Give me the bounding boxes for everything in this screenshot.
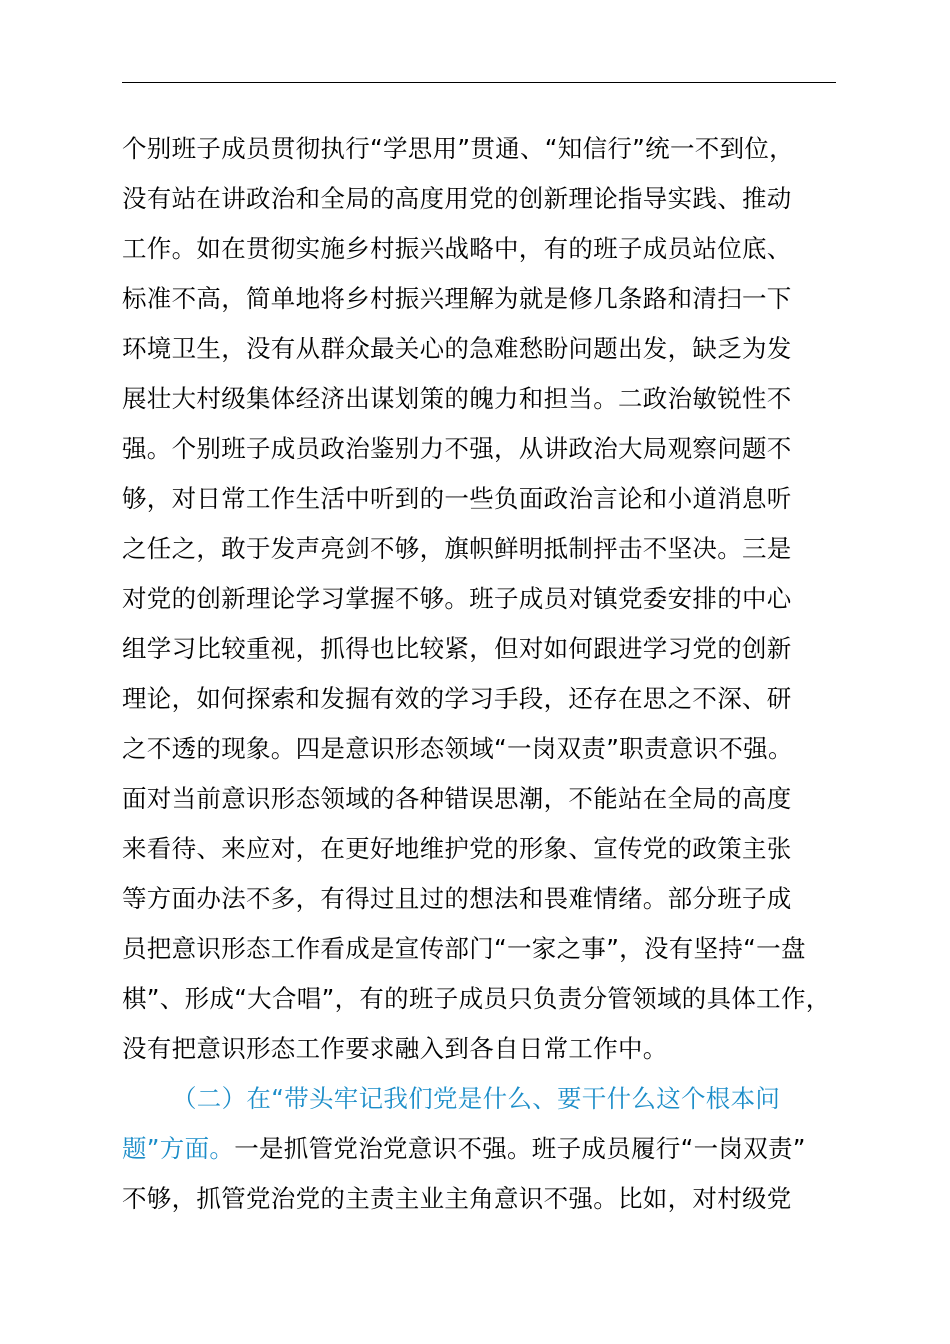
body-line-6: 展壮大村级集体经济出谋划策的魄力和担当。二政治敏锐性不 <box>122 384 792 413</box>
body-line-1: 个别班子成员贯彻执行“学思用”贯通、“知信行”统一不到位， <box>122 134 794 163</box>
body-line-19: 没有把意识形态工作要求融入到各自日常工作中。 <box>122 1034 668 1063</box>
body-line-4: 标准不高，简单地将乡村振兴理解为就是修几条路和清扫一下 <box>122 284 792 313</box>
section-2-heading-end: 题”方面。 <box>122 1134 235 1163</box>
body-line-12: 理论，如何探索和发掘有效的学习手段，还存在思之不深、研 <box>122 684 792 713</box>
section-2-heading: （二）在“带头牢记我们党是什么、要干什么这个根本问 <box>172 1084 781 1113</box>
body-line-14: 面对当前意识形态领域的各种错误思潮，不能站在全局的高度 <box>122 784 792 813</box>
body-line-18: 棋”、形成“大合唱”，有的班子成员只负责分管领域的具体工作， <box>122 984 831 1013</box>
section-2-line-2 <box>122 1124 862 1174</box>
body-line-3: 工作。如在贯彻实施乡村振兴战略中，有的班子成员站位底、 <box>122 234 792 263</box>
body-line-8: 够，对日常工作生活中听到的一些负面政治言论和小道消息听 <box>122 484 792 513</box>
body-line-2: 没有站在讲政治和全局的高度用党的创新理论指导实践、推动 <box>122 184 792 213</box>
body-line-11: 组学习比较重视，抓得也比较紧，但对如何跟进学习党的创新 <box>122 634 792 663</box>
body-line-7: 强。个别班子成员政治鉴别力不强，从讲政治大局观察问题不 <box>122 434 792 463</box>
body-line-9: 之任之，敢于发声亮剑不够，旗帜鲜明抵制抨击不坚决。三是 <box>122 534 792 563</box>
document-body <box>122 124 862 1224</box>
body-line-16: 等方面办法不多，有得过且过的想法和畏难情绪。部分班子成 <box>122 884 792 913</box>
section-2-heading-line <box>122 1074 862 1124</box>
body-line-15: 来看待、来应对，在更好地维护党的形象、宣传党的政策主张 <box>122 834 792 863</box>
section-2-line-3: 不够，抓管党治党的主责主业主角意识不强。比如，对村级党 <box>122 1184 792 1213</box>
body-line-13: 之不透的现象。四是意识形态领域“一岗双责”职责意识不强。 <box>122 734 793 763</box>
section-2-text: 一是抓管党治党意识不强。班子成员履行“一岗双责” <box>234 1134 806 1163</box>
body-line-10: 对党的创新理论学习掌握不够。班子成员对镇党委安排的中心 <box>122 584 792 613</box>
body-line-17: 员把意识形态工作看成是宣传部门“一家之事”，没有坚持“一盘 <box>122 934 806 963</box>
body-line-5: 环境卫生，没有从群众最关心的急难愁盼问题出发，缺乏为发 <box>122 334 792 363</box>
header-rule <box>122 82 836 83</box>
